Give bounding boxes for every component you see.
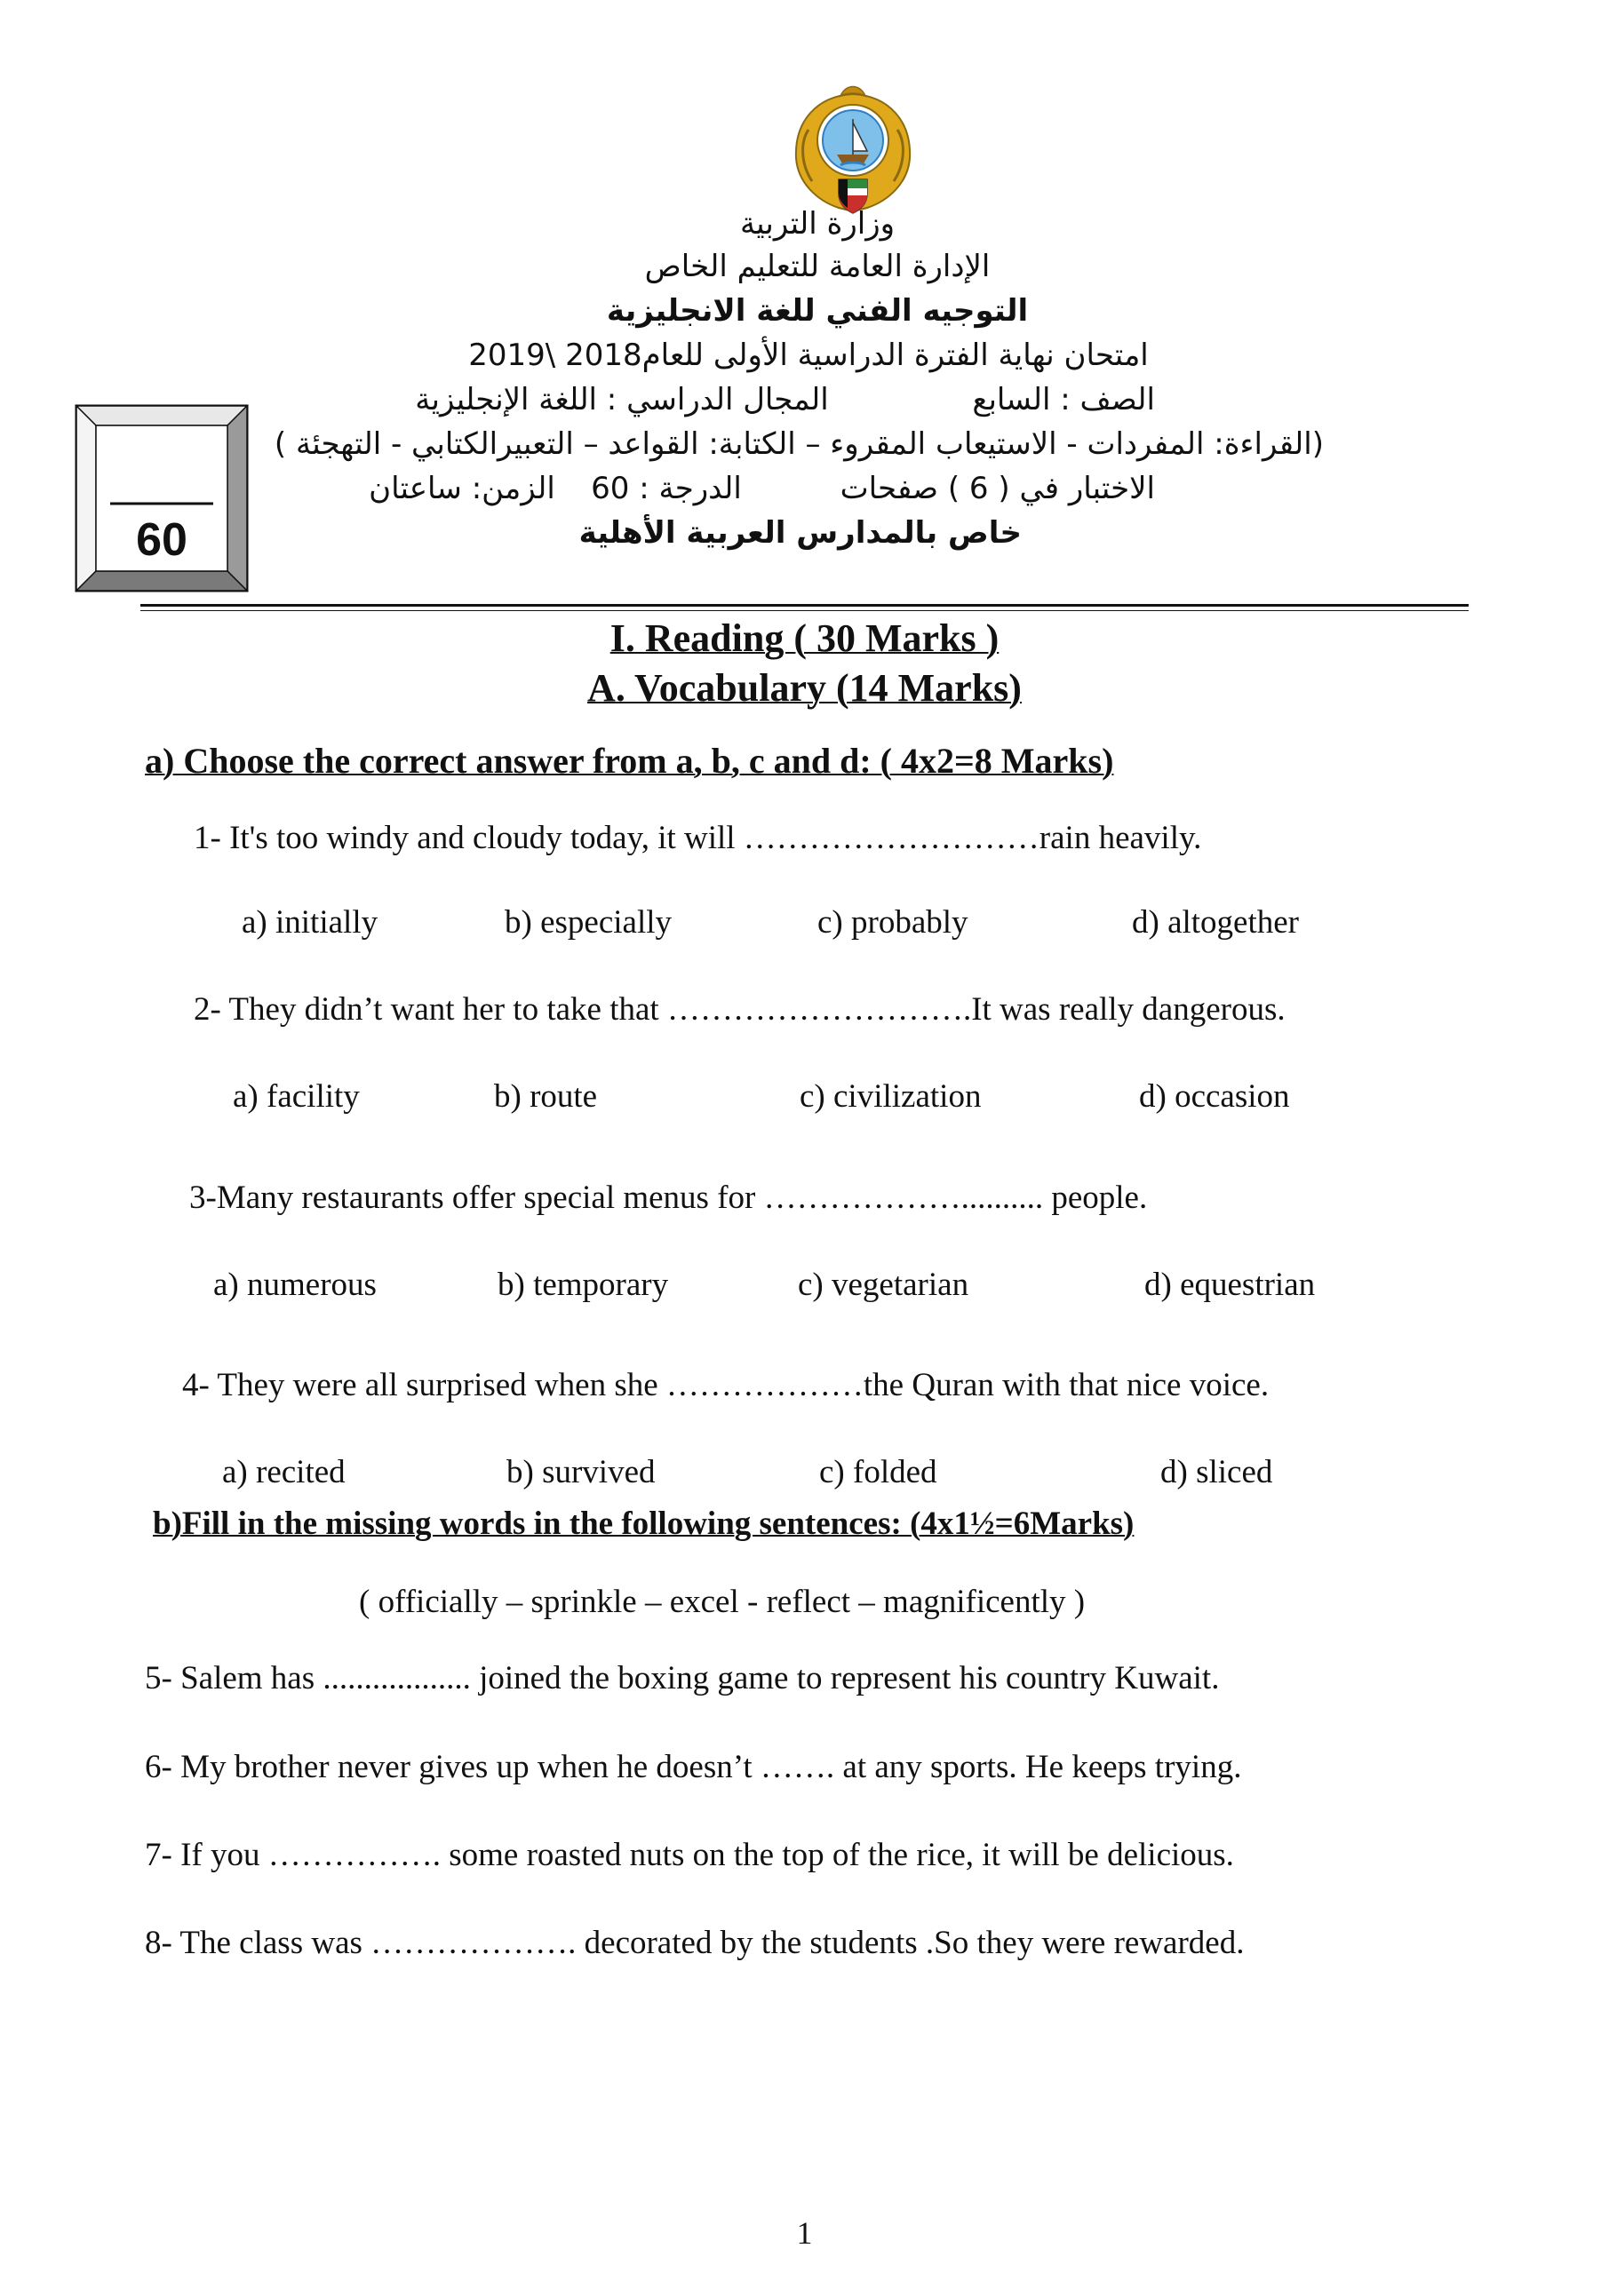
q3-option-d[interactable]: d) equestrian <box>1144 1267 1316 1303</box>
q3-option-c[interactable]: c) vegetarian <box>798 1267 969 1303</box>
header-divider <box>140 604 1469 607</box>
part-a-instruction: a) Choose the correct answer from a, b, c and d: ( 4x2=8 Marks) <box>145 741 1114 781</box>
q2-option-c[interactable]: c) civilization <box>800 1078 982 1115</box>
word-bank: ( officially – sprinkle – excel - reflect – magnificently ) <box>359 1584 1086 1620</box>
q3-option-a[interactable]: a) numerous <box>213 1267 377 1303</box>
q4-option-c[interactable]: c) folded <box>819 1454 937 1490</box>
sentence-8: 8- The class was ………………. decorated by the students .So they were rewarded. <box>145 1925 1245 1961</box>
q4-option-b[interactable]: b) survived <box>506 1454 656 1490</box>
exam-time: الزمن: ساعتان <box>369 471 555 506</box>
sentence-6: 6- My brother never gives up when he doesn’t ……. at any sports. He keeps trying. <box>145 1749 1242 1785</box>
part-b-instruction: b)Fill in the missing words in the following sentences: (4x1½=6Marks) <box>153 1506 1135 1542</box>
subject-label: المجال الدراسي : اللغة الإنجليزية <box>415 382 829 417</box>
reading-title: I. Reading ( 30 Marks ) <box>609 616 1000 660</box>
score-box <box>75 404 249 592</box>
q2-option-a[interactable]: a) facility <box>233 1078 360 1115</box>
pages-count: الاختبار في ( 6 ) صفحات <box>840 471 1155 506</box>
total-mark: الدرجة : 60 <box>591 471 742 506</box>
score-total: 60 <box>136 514 187 566</box>
q2-option-d[interactable]: d) occasion <box>1139 1078 1290 1115</box>
question-2: 2- They didn’t want her to take that ……………………….It was really dangerous. <box>194 991 1286 1028</box>
q3-option-b[interactable]: b) temporary <box>498 1267 669 1303</box>
schools-note: خاص بالمدارس العربية الأهلية <box>578 515 1022 551</box>
question-3: 3-Many restaurants offer special menus for ……………….......... people. <box>189 1180 1148 1216</box>
q1-option-a[interactable]: a) initially <box>242 904 378 941</box>
header-divider-thin <box>140 610 1469 611</box>
page-number: 1 <box>796 2215 813 2251</box>
q1-option-c[interactable]: c) probably <box>817 904 968 941</box>
vocabulary-title: A. Vocabulary (14 Marks) <box>587 666 1022 710</box>
q1-option-b[interactable]: b) especially <box>505 904 672 941</box>
supervision-name: التوجيه الفني للغة الانجليزية <box>606 293 1029 329</box>
exam-title: امتحان نهاية الفترة الدراسية الأولى للعام2018 \2019 <box>468 338 1149 373</box>
kuwait-emblem-logo <box>782 76 924 223</box>
question-1: 1- It's too windy and cloudy today, it will ………………………rain heavily. <box>194 820 1202 856</box>
question-4: 4- They were all surprised when she ………………the Quran with that nice voice. <box>182 1367 1270 1403</box>
q4-option-a[interactable]: a) recited <box>222 1454 346 1490</box>
sentence-5: 5- Salem has .................. joined the boxing game to represent his country Kuwait. <box>145 1660 1220 1696</box>
q2-option-b[interactable]: b) route <box>494 1078 598 1115</box>
skills-list: (القراءة: المفردات - الاستيعاب المقروء – الكتابة: القواعد – التعبيرالكتابي - التهجئة ) <box>274 426 1324 462</box>
q1-option-d[interactable]: d) altogether <box>1132 904 1299 941</box>
ministry-name: وزارة التربية <box>739 206 896 242</box>
grade-label: الصف : السابع <box>972 382 1155 417</box>
department-name: الإدارة العامة للتعليم الخاص <box>644 249 991 284</box>
sentence-7: 7- If you ……………. some roasted nuts on the top of the rice, it will be delicious. <box>145 1837 1234 1873</box>
q4-option-d[interactable]: d) sliced <box>1160 1454 1273 1490</box>
